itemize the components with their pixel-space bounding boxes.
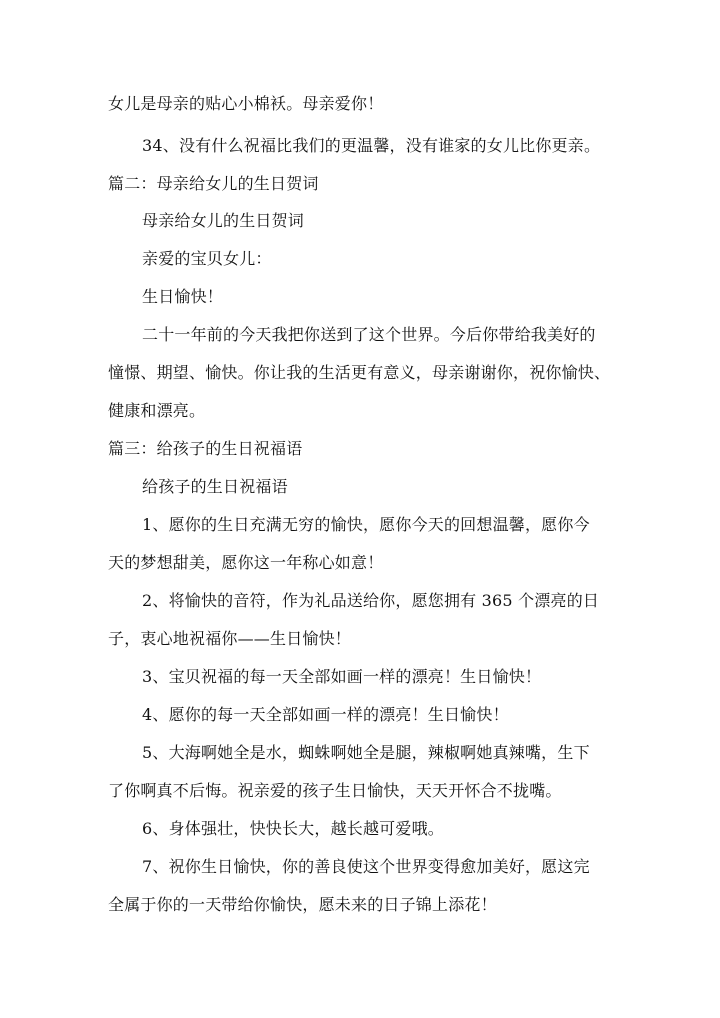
section-heading: 篇三：给孩子的生日祝福语 [108, 439, 303, 458]
list-item: 2、将愉快的音符，作为礼品送给你，愿您拥有 365 个漂亮的日 [142, 591, 600, 610]
list-item-continuation: 天的梦想甜美，愿你这一年称心如意！ [108, 553, 384, 572]
list-item: 7、祝你生日愉快，你的善良使这个世界变得愈加美好，愿这完 [142, 857, 590, 876]
list-item: 1、愿你的生日充满无穷的愉快，愿你今天的回想温馨，愿你今 [142, 515, 590, 534]
section-title: 母亲给女儿的生日贺词 [142, 211, 305, 230]
list-item-continuation: 全属于你的一天带给你愉快，愿未来的日子锦上添花！ [108, 895, 497, 914]
paragraph-line: 女儿是母亲的贴心小棉袄。母亲爱你！ [108, 94, 384, 113]
paragraph-line: 生日愉快！ [142, 287, 224, 306]
section-title: 给孩子的生日祝福语 [142, 477, 288, 496]
paragraph-line: 憧憬、期望、愉快。你让我的生活更有意义，母亲谢谢你，祝你愉快、 [108, 363, 611, 382]
paragraph-line: 34、没有什么祝福比我们的更温馨，没有谁家的女儿比你更亲。 [142, 136, 601, 155]
list-item: 3、宝贝祝福的每一天全部如画一样的漂亮！生日愉快！ [142, 667, 542, 686]
section-heading: 篇二：母亲给女儿的生日贺词 [108, 174, 319, 193]
salutation: 亲爱的宝贝女儿： [142, 249, 272, 268]
paragraph-line: 二十一年前的今天我把你送到了这个世界。今后你带给我美好的 [142, 325, 596, 344]
list-item: 4、愿你的每一天全部如画一样的漂亮！生日愉快！ [142, 705, 509, 724]
paragraph-line: 健康和漂亮。 [108, 401, 206, 420]
list-item-continuation: 子，衷心地祝福你——生日愉快！ [108, 629, 352, 648]
list-item: 5、大海啊她全是水，蜘蛛啊她全是腿，辣椒啊她真辣嘴，生下 [142, 743, 590, 762]
list-item: 6、身体强壮，快快长大，越长越可爱哦。 [142, 819, 444, 838]
list-item-continuation: 了你啊真不后悔。祝亲爱的孩子生日愉快，天天开怀合不拢嘴。 [108, 781, 562, 800]
